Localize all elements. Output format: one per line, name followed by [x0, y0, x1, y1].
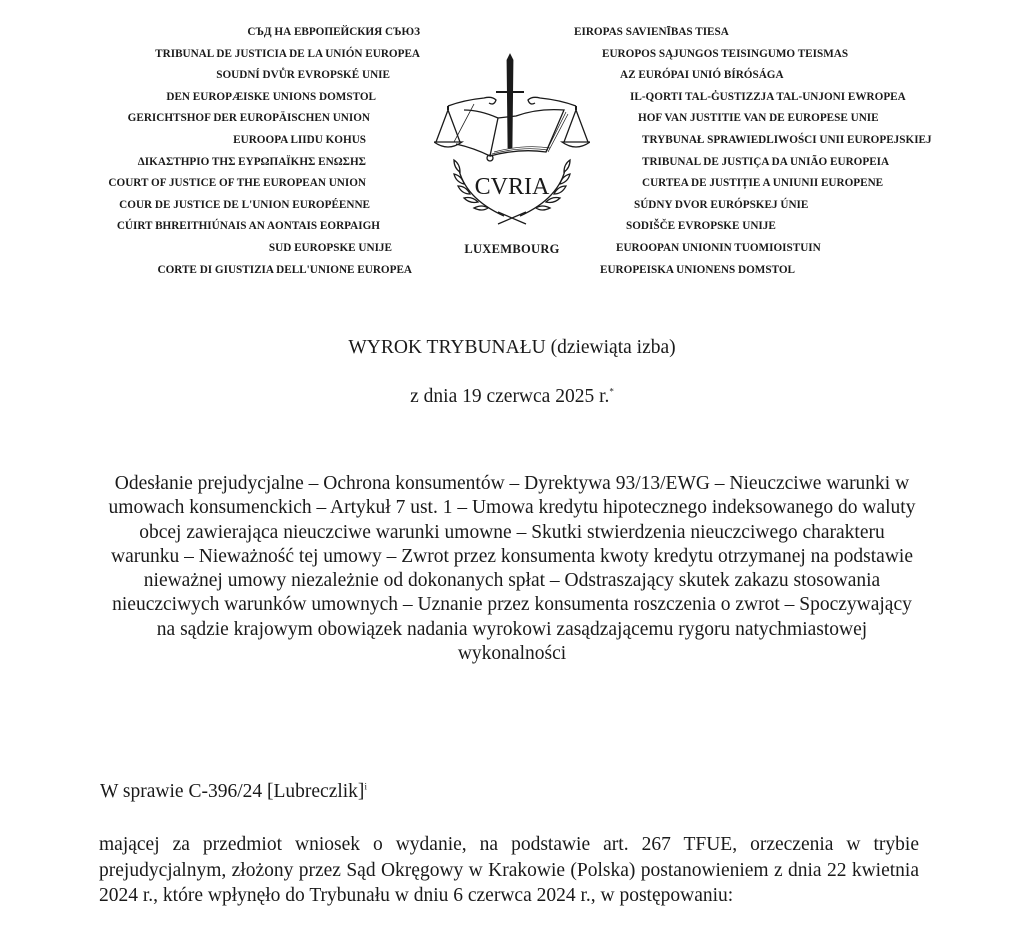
- court-name: EUROOPA LIIDU KOHUS: [233, 133, 366, 146]
- court-name: EUROPOS SĄJUNGOS TEISINGUMO TEISMAS: [602, 47, 849, 60]
- court-location: LUXEMBOURG: [464, 242, 560, 256]
- court-name: SOUDNÍ DVŮR EVROPSKÉ UNIE: [216, 69, 390, 82]
- court-name: CURTEA DE JUSTIȚIE A UNIUNII EUROPENE: [642, 177, 884, 190]
- judgment-title: WYROK TRYBUNAŁU (dziewiąta izba): [348, 337, 676, 358]
- court-name: EIROPAS SAVIENĪBAS TIESA: [574, 26, 729, 38]
- footnote-marker[interactable]: i: [364, 781, 367, 792]
- court-name: CÚIRT BHREITHIÚNAIS AN AONTAIS EORPAIGH: [116, 220, 380, 233]
- court-name: СЪД НА ЕВРОПЕЙСКИЯ СЪЮЗ: [247, 26, 420, 38]
- court-name: SODIŠČE EVROPSKE UNIJE: [626, 220, 776, 233]
- court-name: DEN EUROPÆISKE UNIONS DOMSTOL: [166, 90, 376, 103]
- court-name: COUR DE JUSTICE DE L'UNION EUROPÉENNE: [119, 198, 370, 211]
- logo-text: CVRIA: [474, 174, 550, 200]
- court-name: TRYBUNAŁ SPRAWIEDLIWOŚCI UNII EUROPEJSKIEJ: [642, 133, 932, 146]
- court-name: CORTE DI GIUSTIZIA DELL'UNIONE EUROPEA: [157, 263, 412, 276]
- case-reference: [100, 781, 367, 803]
- court-names-right: [574, 22, 994, 281]
- intro-paragraph: mającej za przedmiot wniosek o wydanie, na podstawie art. 267 TFUE, orzeczenia w trybie prejudycjalnym, złożony przez Sąd Okręgowy w Krakowie (Polska) postanowieniem z dnia 22 kwietnia 2024 r., które wpłynęło do Trybunału w dniu 6 czerwca 2024 r., w postępowaniu:: [99, 834, 919, 907]
- court-name: AZ EURÓPAI UNIÓ BÍRÓSÁGA: [620, 69, 784, 82]
- court-name: TRIBUNAL DE JUSTICIA DE LA UNIÓN EUROPEA: [155, 47, 420, 60]
- court-name: EUROPEISKA UNIONENS DOMSTOL: [600, 263, 795, 276]
- court-name: SUD EUROPSKE UNIJE: [268, 241, 392, 254]
- curia-logo-icon: [434, 48, 590, 228]
- court-names-left: [0, 22, 420, 281]
- footnote-marker[interactable]: *: [609, 386, 614, 397]
- court-name: HOF VAN JUSTITIE VAN DE EUROPESE UNIE: [638, 112, 879, 125]
- court-name: SÚDNY DVOR EURÓPSKEJ ÚNIE: [634, 198, 809, 211]
- court-name: COURT OF JUSTICE OF THE EUROPEAN UNION: [108, 177, 366, 190]
- court-name: EUROOPAN UNIONIN TUOMIOISTUIN: [616, 241, 821, 254]
- judgment-keywords: Odesłanie prejudycjalne – Ochrona konsumentów – Dyrektywa 93/13/EWG – Nieuczciwe warunki w umowach konsumenckich – Artykuł 7 ust. 1 – Umowa kredytu hipotecznego indeksowanego do waluty obcej zawierająca nieuczciwe warunki umowne – Skutki stwierdzenia nieuczciwego charakteru warunku – Nieważność tej umowy – Zwrot przez konsumenta kwoty kredytu otrzymanej na podstawie nieważnej umowy niezależnie od dokonanych spłat – Odstraszający skutek zakazu stosowania nieuczciwych warunków umownych – Uznanie przez konsumenta roszczenia o zwrot – Spoczywający na sądzie krajowym obowiązek nadania wyrokowi zasądzającemu rygoru natychmiastowej wykonalności: [108, 473, 916, 665]
- court-name: TRIBUNAL DE JUSTIÇA DA UNIÃO EUROPEIA: [642, 155, 890, 168]
- case-reference-text: W sprawie C-396/24 [Lubreczlik]: [100, 781, 365, 802]
- judgment-date-text: z dnia 19 czerwca 2025 r.: [410, 386, 610, 407]
- judgment-date: [0, 386, 1024, 408]
- court-name: IL-QORTI TAL-ĠUSTIZZJA TAL-UNJONI EWROPEA: [630, 90, 906, 103]
- court-name: GERICHTSHOF DER EUROPÄISCHEN UNION: [127, 112, 370, 125]
- court-name: ΔΙΚΑΣΤΗΡΙΟ ΤΗΣ ΕΥΡΩΠΑΪΚΗΣ ΕΝΩΣΗΣ: [137, 155, 366, 168]
